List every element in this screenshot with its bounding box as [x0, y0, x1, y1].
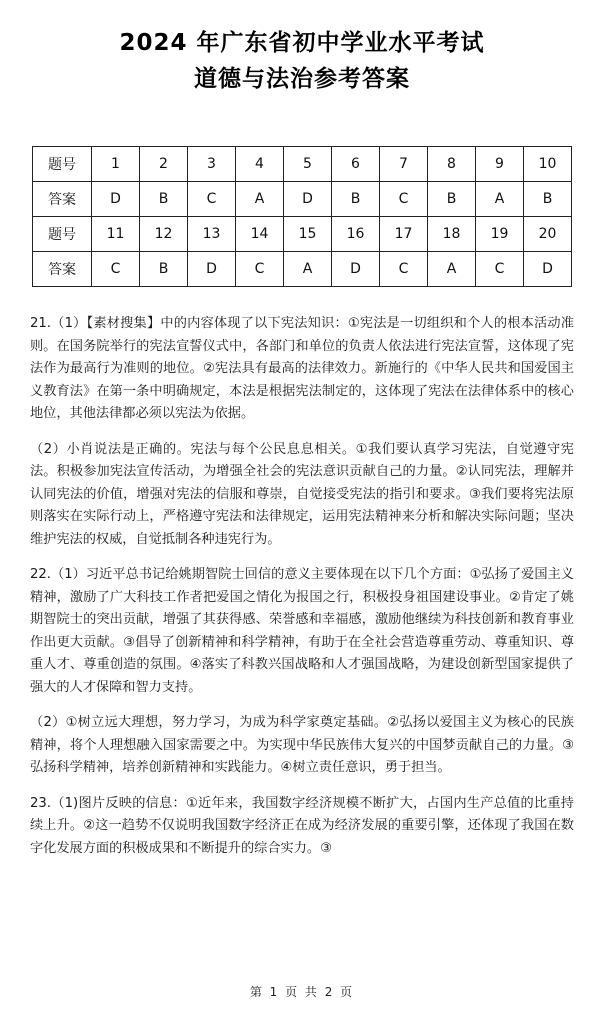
answer-body [30, 313, 574, 860]
table-row [33, 217, 572, 252]
table-row [33, 182, 572, 217]
page-footer: 第 1 页 共 2 页 [249, 985, 355, 999]
table-cell: 14 [236, 217, 284, 252]
table-cell: 5 [284, 147, 332, 182]
row-header: 题号 [33, 147, 92, 182]
table-cell: B [332, 182, 380, 217]
row-header: 答案 [33, 252, 92, 287]
table-cell: B [140, 182, 188, 217]
table-cell: C [236, 252, 284, 287]
table-cell: 1 [92, 147, 140, 182]
paragraph-23-1: 23.（1)图片反映的信息：①近年来，我国数字经济规模不断扩大，占国内生产总值的比重持续上升。②这一趋势不仅说明我国数字经济正在成为经济发展的重要引擎，还体现了我国在数字化发展方面的积极成果和不断提升的综合实力。③ [30, 795, 574, 856]
paragraph-22-2: （2）①树立远大理想，努力学习，为成为科学家奠定基础。②弘扬以爱国主义为核心的民族精神，将个人理想融入国家需要之中。为实现中华民族伟大复兴的中国梦贡献自己的力量。③弘扬科学精神，培养创新精神和实践能力。④树立责任意识，勇于担当。 [30, 715, 574, 775]
table-cell: 12 [140, 217, 188, 252]
row-header: 答案 [33, 182, 92, 217]
table-cell: A [284, 252, 332, 287]
table-cell: D [188, 252, 236, 287]
table-cell: 2 [140, 147, 188, 182]
table-cell: 19 [476, 217, 524, 252]
table-cell: 4 [236, 147, 284, 182]
page-title-line2: 道德与法治参考答案 [194, 66, 410, 92]
table-cell: 6 [332, 147, 380, 182]
table-cell: B [428, 182, 476, 217]
paragraph-21-1: 21.（1）【素材搜集】中的内容体现了以下宪法知识：①宪法是一切组织和个人的根本活动准则。在国务院举行的宪法宣誓仪式中，各部门和单位的负责人依法进行宪法宣誓，这体现了宪法作为最高行为准则的地位。②宪法具有最高的法律效力。新施行的《中华人民共和国爱国主义教育法》在第一条中明确规定，本法是根据宪法制定的，这体现了宪法在法律体系中的核心地位，其他法律都必须以宪法为依据。 [30, 316, 574, 421]
table-cell: 18 [428, 217, 476, 252]
table-cell: 17 [380, 217, 428, 252]
table-cell: 13 [188, 217, 236, 252]
table-cell: C [188, 182, 236, 217]
table-cell: D [524, 252, 572, 287]
table-cell: D [284, 182, 332, 217]
table-cell: A [236, 182, 284, 217]
table-cell: C [380, 252, 428, 287]
table-cell: 16 [332, 217, 380, 252]
paragraph-21-2: （2）小肖说法是正确的。宪法与每个公民息息相关。①我们要认真学习宪法，自觉遵守宪法。积极参加宪法宣传活动，为增强全社会的宪法意识贡献自己的力量。②认同宪法，理解并认同宪法的价值，增强对宪法的信服和尊崇，自觉接受宪法的指引和要求。③我们要将宪法原则落实在实际行动上，严格遵守宪法和法律规定，运用宪法精神来分析和解决实际问题；坚决维护宪法的权威，自觉抵制各种违宪行为。 [30, 441, 574, 547]
table-cell: 9 [476, 147, 524, 182]
table-cell: C [476, 252, 524, 287]
table-cell: 20 [524, 217, 572, 252]
paragraph-22-1: 22.（1）习近平总书记给姚期智院士回信的意义主要体现在以下几个方面：①弘扬了爱国主义精神，激励了广大科技工作者把爱国之情化为报国之行，积极投身祖国建设事业。②肯定了姚期智院士的突出贡献，增强了其获得感、荣誉感和幸福感，激励他继续为科技创新和教育事业作出更大贡献。③倡导了创新精神和科学精神，有助于在全社会营造尊重劳动、尊重知识、尊重人才、尊重创造的氛围。④落实了科教兴国战略和人才强国战略，为建设创新型国家提供了强大的人才保障和智力支持。 [30, 567, 574, 695]
table-cell: C [380, 182, 428, 217]
table-cell: B [140, 252, 188, 287]
table-cell: 3 [188, 147, 236, 182]
table-row [33, 252, 572, 287]
table-cell: A [428, 252, 476, 287]
table-row [33, 147, 572, 182]
table-cell: B [524, 182, 572, 217]
table-cell: D [92, 182, 140, 217]
table-cell: 7 [380, 147, 428, 182]
table-cell: 10 [524, 147, 572, 182]
row-header: 题号 [33, 217, 92, 252]
table-cell: 15 [284, 217, 332, 252]
table-cell: 11 [92, 217, 140, 252]
table-cell: A [476, 182, 524, 217]
answer-key-table [32, 146, 572, 287]
page-title-line1: 2024 年广东省初中学业水平考试 [119, 30, 485, 56]
table-cell: C [92, 252, 140, 287]
table-cell: 8 [428, 147, 476, 182]
table-cell: D [332, 252, 380, 287]
